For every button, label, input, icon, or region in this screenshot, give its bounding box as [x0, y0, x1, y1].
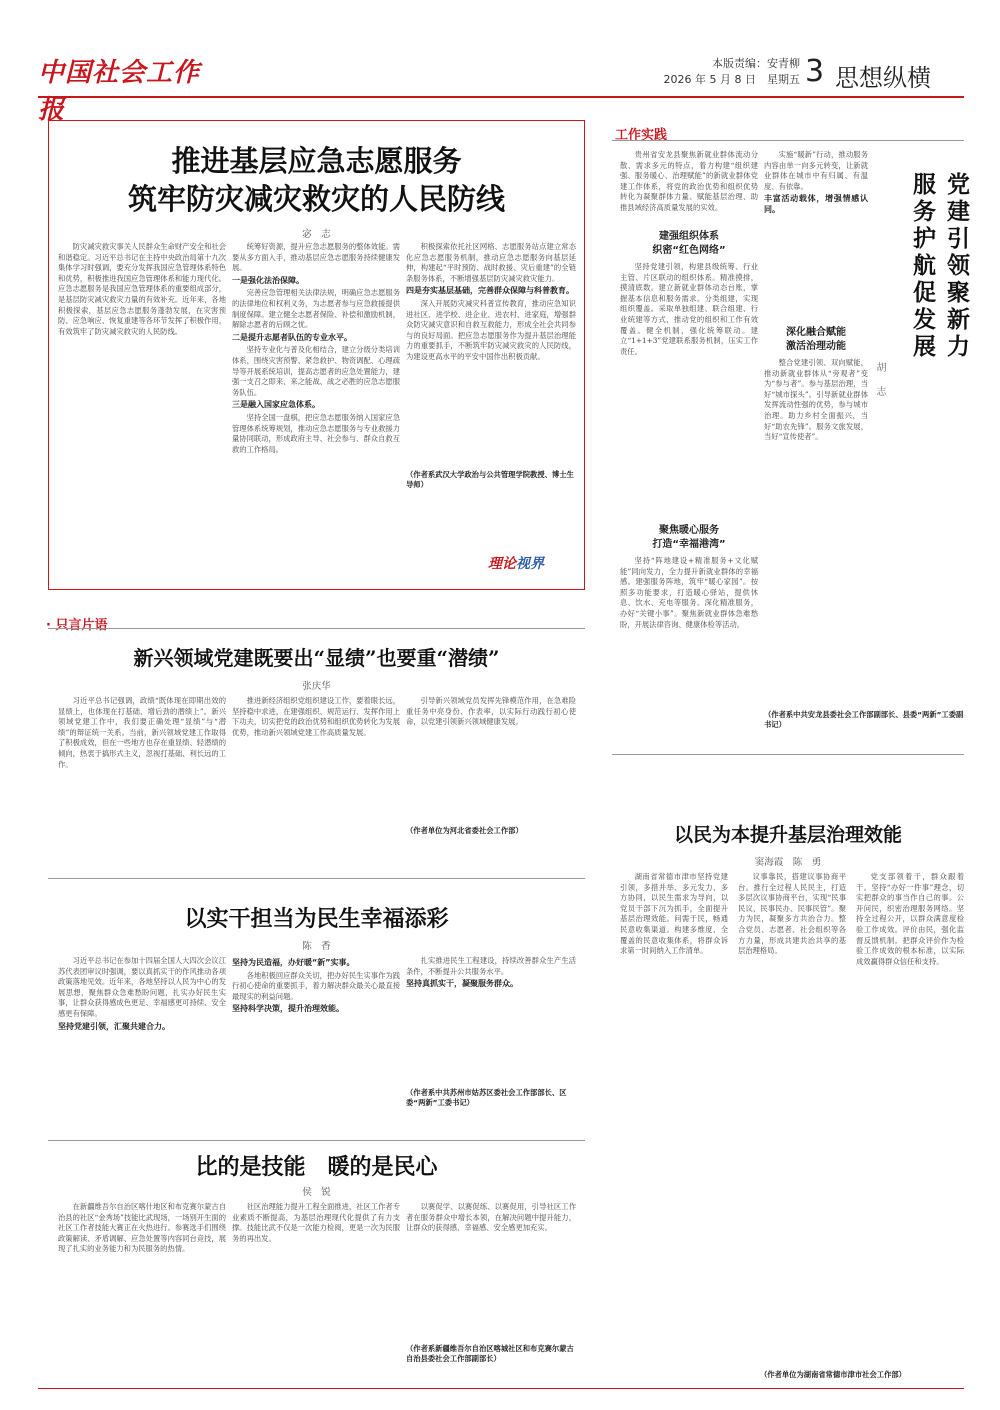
para: 扎实推进民生工程建设，持续改善群众生产生活条件，不断提升公共服务水平。: [406, 956, 576, 976]
vtitle-line2: 服务护航促发展: [909, 172, 935, 361]
header-date: 2026 年 5 月 8 日 星期五: [663, 73, 800, 86]
article-title-party-building: 新兴领域党建既要出“显绩”也要重“潜绩”: [133, 646, 500, 670]
masthead-logo: 中国社会工作报: [38, 58, 201, 125]
article-title-livelihood: 以实干担当为民生幸福添彩: [184, 906, 449, 932]
para: 实施“暖新”行动，推动服务内容由单一向多元转变，让新就业群体在城市中有归属、有温度、有依靠。: [764, 150, 868, 191]
para: 习近平总书记在参加十四届全国人大四次会议江苏代表团审议时强调，要以真抓实干的作风推动各项政策落地见效。近年来，各地坚持以人民为中心的发展思想，聚焦群众急难愁盼问题，扎实办好民生实事，让群众获得感成色更足、幸福感更可持续、安全感更有保障。: [58, 956, 226, 1018]
para: 党支部领着干，群众跟着干。坚持“办好一件事”理念，切实把群众的事当作自己的事。公开问民，织密治理服务网络。坚持全过程公开，以群众满意度检验工作成效。评价由民，强化监督反馈机制。把群众评价作为检验工作成效的根本标准，以实际成效赢得群众信任和支持。: [856, 872, 964, 966]
article-title-skills: 比的是技能 暖的是民心: [195, 1154, 438, 1180]
article-col3-livelihood: [406, 956, 576, 1086]
divider: [48, 878, 585, 879]
para: 统筹好资源，提升应急志愿服务的整体效能。需要从多方面入手，推动基层应急志愿服务持续健康发展。: [232, 242, 400, 273]
article-note-governance: （作者单位为湖南省常德市津市社会工作部）: [760, 1370, 906, 1379]
practice-col2-top: [764, 150, 868, 260]
para: 议事靠民，搭建议事协商平台。推行全过程人民民主，打造多层次议事协商平台，实现“民事民议、民事民办、民事民管”。聚力为民，凝聚多方共治合力。整合党员、志愿者、社会组织等各方力量，形成共建共治共享的基层治理格局。: [738, 872, 846, 956]
article-col1-livelihood: [58, 956, 226, 1132]
practice-note: （作者系中共安龙县委社会工作部副部长、县委“两新”工委副书记）: [764, 710, 964, 729]
para: 在新疆维吾尔自治区喀什地区和布克赛尔蒙古自治县的社区“金秀场”技能比武现场，一场别开生面的社区工作者技能大赛正在火热进行。参赛选手们围绕政策解读、矛盾调解、应急处置等内容同台竞技，展现了扎实的业务能力和为民服务的热情。: [58, 1202, 226, 1254]
article-author-party-building: 张庆华: [302, 681, 331, 692]
column-label-work-practice: 工作实践: [615, 128, 668, 143]
divider: [48, 628, 585, 629]
article-note-party-building: （作者单位为河北省委社会工作部）: [406, 826, 523, 835]
divider: [612, 140, 964, 141]
article-col2-skills: [232, 1202, 400, 1382]
divider: [612, 754, 964, 755]
subheading: 坚持为民造福，办好暖“新”实事。: [232, 958, 355, 967]
practice-author: 胡 志: [874, 362, 885, 398]
para: 积极探索依托社区网格、志愿服务站点建立常态化应急志愿服务机制，推动应急志愿服务向基层延伸，构建起“平时预防、战时救援、灾后重建”的全链条服务体系，不断增强基层防灾减灾救灾能力。: [406, 242, 576, 283]
article-author-skills: 侯 锐: [302, 1187, 331, 1198]
header-meta: [600, 56, 800, 88]
sec-title-a: 建强组织体系: [659, 231, 719, 242]
practice-vertical-title: [905, 172, 973, 592]
para: 完善应急管理相关法律法规，明确应急志愿服务的法律地位和权利义务，为志愿者参与应急救援提供制度保障。建立健全志愿者保险、补偿和激励机制，解除志愿者的后顾之忧。: [232, 288, 400, 330]
practice-intro: [620, 150, 758, 222]
practice-section4-title: [764, 326, 868, 354]
para: 湖南省常德市津市坚持党建引领，多措并举、多元发力、多方协同，以民生需求为导向，以党员干部下沉为抓手，全面提升基层治理效能。问需于民，畅通民意收集渠道。构建多维度、全覆盖的民意收集体系，将群众诉求第一时间纳入工作清单。: [620, 872, 728, 956]
para: 推进新经济组织党组织建设工作，要着眼长远，坚持稳中求进，在建强组织、规范运行、发挥作用上下功夫，切实把党的政治优势和组织优势转化为发展优势，推动新兴领域党建工作高质量发展。: [232, 696, 400, 737]
article-col1-emergency: [58, 242, 226, 582]
practice-section1-title: [620, 230, 758, 258]
header-editor: 本版责编：安青柳: [712, 57, 800, 70]
article-author-emergency: 宓 志: [302, 229, 331, 240]
masthead-rule: [38, 96, 964, 98]
sec-title-b: 激活治理动能: [786, 341, 846, 352]
column-label-remarks: · 只言片语: [46, 618, 108, 633]
para: 深入开展防灾减灾科普宣传教育，推动应急知识进社区、进学校、进企业、进农村、进家庭，增强群众防灾减灾意识和自救互救能力，形成全社会共同参与的良好局面。把应急志愿服务作为提升基层治理能力的重要抓手，不断筑牢防灾减灾救灾的人民防线，为建设更高水平的平安中国作出积极贡献。: [406, 298, 576, 361]
vtitle-line1: 党建引领聚新力: [943, 172, 969, 361]
para: 各地积极回应群众关切，把办好民生实事作为践行初心使命的重要抓手，着力解决群众最关心最直接最现实的利益问题。: [232, 970, 400, 1001]
para: 习近平总书记强调，政绩“既体现在即期出效的显绩上，也体现在打基础、增后劲的潜绩上”。新兴领域党建工作中，我们要正确处理“显绩”与“潜绩”的辩证统一关系。当前，新兴领域党建工作取得了积极成效，但在一些地方也存在重显绩、轻潜绩的倾向，热衷于搞形式主义，忽视打基础、利长远的工作。: [58, 696, 226, 769]
article-note-skills: （作者系新疆维吾尔自治区喀城社区和布克赛尔蒙古自治县委社会工作部副部长）: [406, 1344, 574, 1363]
article-col3-skills: [406, 1202, 576, 1342]
subheading: 坚持真抓实干，凝聚服务群众。: [406, 979, 518, 989]
para: 整合党建引领、双向赋能，推动新就业群体从“旁观者”变为“参与者”。参与基层治理，当好“城市探头”。引导新就业群体发挥流动性强的优势，参与城市治理。助力乡村全面振兴，当好“助农先锋”。服务文旅发展，当好“宣传使者”。: [764, 358, 868, 442]
article-col1-skills: [58, 1202, 226, 1382]
sec-title-b: 打造“幸福港湾”: [652, 539, 726, 550]
subheading: 丰富活动载体，增强情感认同。: [764, 194, 868, 214]
title-line1: 推进基层应急志愿服务: [171, 144, 462, 178]
para: 坚持专业化与普及化相结合，建立分级分类培训体系，围绕灾害预警、紧急救护、物资调配、心理疏导等开展系统培训，提高志愿者的应急处置能力，建强一支召之即来、来之能战、战之必胜的应急志愿服务队伍。: [232, 345, 400, 397]
article-col3-governance: [856, 872, 964, 1342]
bottom-rule: [38, 1388, 964, 1389]
para: 坚持“阵地建设+精准服务+文化赋能”同向发力，全力提升新就业群体的幸福感。建强服务阵地，筑牢“暖心家园”。按照多功能要求，打造暖心驿站，提供休息、饮水、充电等服务。深化精准服务，办好“关键小事”。聚焦新就业群体急难愁盼，开展法律咨询、健康体检等活动。: [620, 556, 758, 629]
para: 社区治理能力提升工程全面推进，社区工作者专业素质不断提高，为基层治理现代化提供了有力支撑。技能比武不仅是一次能力检阅，更是一次为民服务的再出发。: [232, 1202, 400, 1243]
article-col2-governance: [738, 872, 846, 1380]
badge-part-a: 理论: [488, 556, 516, 572]
practice-section4-body: [764, 358, 868, 704]
article-title-emergency: [60, 142, 573, 218]
para: 防灾减灾救灾事关人民群众生命财产安全和社会和谐稳定。习近平总书记在主持中央政治局第十九次集体学习时强调，要充分发挥我国应急管理体系特色和优势，积极推进我国应急管理体系和能力现代化。应急志愿服务是我国应急管理体系的重要组成部分，是基层防灾减灾救灾力量的有效补充。近年来，各地积极探索，基层应急志愿服务蓬勃发展，在灾害预防、应急响应、恢复重建等各环节发挥了积极作用，有效筑牢了防灾减灾救灾的人民防线。: [58, 242, 226, 336]
article-note-emergency: （作者系武汉大学政治与公共管理学院教授、博士生导师）: [406, 470, 574, 489]
subheading: 四是夯实基层基础，完善群众保障与科普教育。: [406, 286, 574, 296]
sec-title-a: 聚焦暖心服务: [659, 525, 719, 536]
subheading: 坚持党建引领，汇聚共建合力。: [58, 1021, 170, 1031]
para: 以赛促学、以赛促练、以赛促用，引导社区工作者在服务群众中增长本领，在解决问题中提升能力，让群众的获得感、幸福感、安全感更加充实。: [406, 1202, 576, 1233]
section-title: 思想纵横: [835, 64, 931, 92]
subheading: 三是融入国家应急体系。: [232, 400, 320, 410]
title-line2: 筑牢防灾减灾救灾的人民防线: [127, 182, 505, 216]
para: 坚持全国一盘棋，把应急志愿服务纳入国家应急管理体系统筹规划，推动应急志愿服务与专业救援力量协同联动，形成政府主导、社会参与、群众自救互救的工作格局。: [232, 412, 400, 454]
practice-section2-body: [620, 556, 758, 734]
article-note-livelihood: （作者系中共苏州市姑苏区委社会工作部部长、区委“两新”工委书记）: [406, 1088, 567, 1107]
subheading: 二是提升志愿者队伍的专业水平。: [232, 332, 352, 342]
page-number: 3: [805, 54, 825, 89]
article-author-governance: 窦海霞 陈 勇: [754, 857, 822, 868]
article-col2-livelihood: [232, 956, 400, 1132]
article-author-livelihood: 陈 香: [302, 941, 331, 952]
divider: [48, 1140, 585, 1141]
subheading: 坚持科学决策，提升治理效能。: [232, 1004, 344, 1014]
article-title-governance: 以民为本提升基层治理效能: [673, 824, 902, 846]
para: 贵州省安龙县聚焦新就业群体流动分散、需求多元的特点，着力构建“组织建强、服务暖心、治理赋能”的新就业群体党建工作体系，将党的政治优势和组织优势转化为凝聚群体力量、赋能基层治理、助推县域经济高质量发展的实效。: [620, 150, 758, 212]
column-badge: [488, 553, 544, 573]
article-col1-party-building: [58, 696, 226, 864]
article-col1-governance: [620, 872, 728, 1380]
badge-part-b: 视界: [516, 556, 544, 572]
subheading: 一是强化法治保障。: [232, 275, 304, 285]
para: 坚持党建引领，构建县级统筹、行业主管、片区联动的组织体系。精准摸排，摸清底数。建立新就业群体动态台账，掌握基本信息和服务需求。分类组建，实现组织覆盖。采取单独组建、联合组建、行业统建等方式，推动党的组织和工作有效覆盖。健全机制，强化统筹联动。建立“1+1+3”党建联系服务机制，压实工作责任。: [620, 262, 758, 356]
article-col2-party-building: [232, 696, 400, 864]
sec-title-b: 织密“红色网络”: [652, 245, 726, 256]
practice-section2-title: [620, 524, 758, 552]
article-col3-emergency: [406, 242, 576, 467]
para: 引导新兴领域党员发挥先锋模范作用，在急难险重任务中亮身份、作表率，以实际行动践行初心使命，以党建引领新兴领域健康发展。: [406, 696, 576, 727]
article-col3-party-building: [406, 696, 576, 826]
article-col2-emergency: [232, 242, 400, 582]
practice-section1-body: [620, 262, 758, 516]
sec-title-a: 深化融合赋能: [786, 327, 846, 338]
